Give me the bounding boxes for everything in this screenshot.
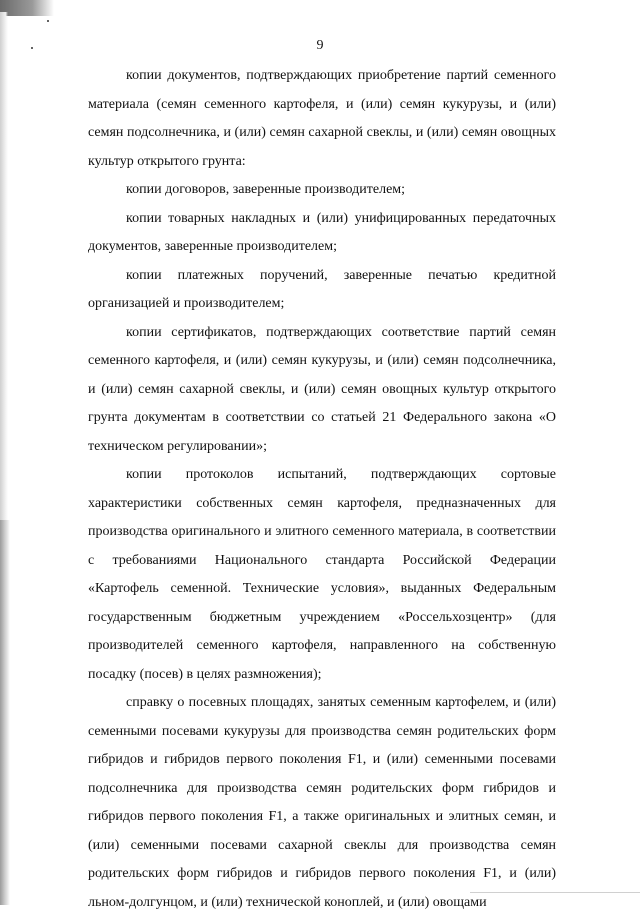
paragraph-sown-area-certificate: справку о посевных площадях, занятых семенным картофелем, и (или) семенными посевами кукурузы для производства семян родительских форм гибридов и гибридов первого поколения F1, и (или) семенными посевами подсолнечника для производства семян родительских форм гибридов и гибридов первого поколения F1, а также оригинальных и элитных семян, и (или) семенными посевами сахарной свеклы для производства семян родительских форм гибридов и гибридов первого поколения F1, и (или) льном-долгунцом, и (или) технической коноплей, и (или) овощами — [88, 695, 556, 910]
scan-shadow-bottom-left — [0, 520, 10, 905]
page-number: 9 — [316, 38, 324, 53]
paragraph-contracts: копии договоров, заверенные производителем; — [126, 182, 406, 197]
document-body — [88, 62, 556, 917]
paragraph-test-protocols: копии протоколов испытаний, подтверждающих сортовые характеристики собственных семян картофеля, предназначенных для производства оригинального и элитного семенного материала, в соответствии с требованиями Национального стандарта Российской Федерации «Картофель семенной. Технические условия», выданных Федеральным государственным бюджетным учреждением «Россельхозцентр» (для производителей семенного картофеля, направленного на собственную посадку (посев) в целях размножения); — [88, 467, 556, 682]
scan-speck — [47, 20, 49, 22]
paragraph-documents-purchase: копии документов, подтверждающих приобретение партий семенного материала (семян семенного картофеля, и (или) семян кукурузы, и (или) семян подсолнечника, и (или) семян сахарной свеклы, и (или) семян овощных культур открытого грунта: — [88, 68, 556, 169]
paragraph-certificates: копии сертификатов, подтверждающих соответствие партий семян семенного картофеля, и (или) семян кукурузы, и (или) семян подсолнечника, и (или) семян сахарной свеклы, и (или) семян овощных культур открытого грунта документам в соответствии со статьей 21 Федерального закона «О техническом регулировании»; — [88, 324, 556, 454]
paragraph-invoices: копии товарных накладных и (или) унифицированных передаточных документов, заверенные производителем; — [88, 210, 556, 254]
scan-shadow-top — [0, 0, 54, 16]
paragraph-payment-orders: копии платежных поручений, заверенные печатью кредитной организацией и производителем; — [88, 267, 556, 311]
